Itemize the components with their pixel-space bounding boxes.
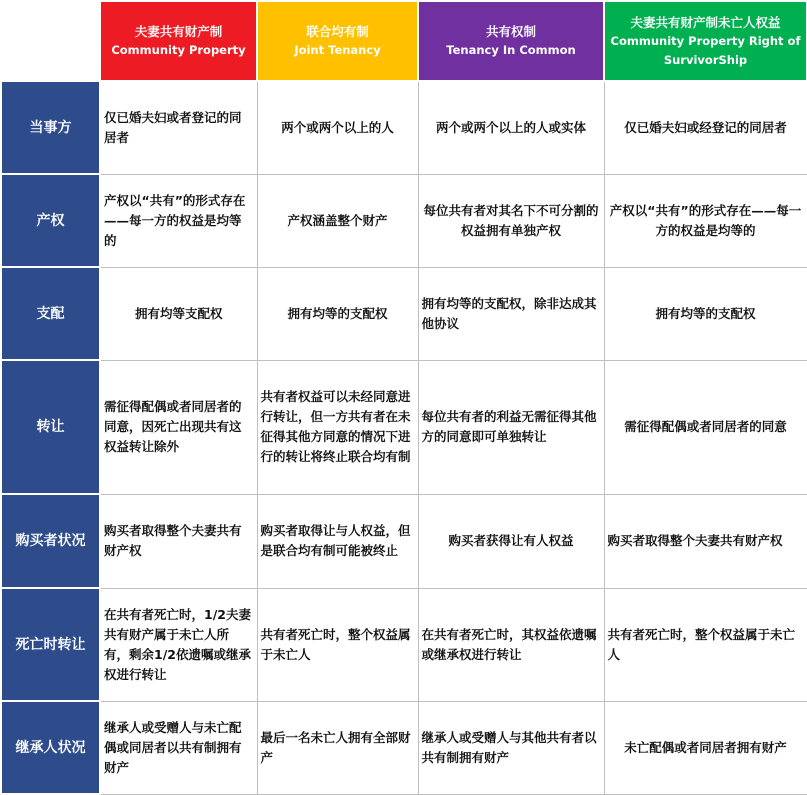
column-header-en: Community Property <box>111 43 246 57</box>
table-cell: 需征得配偶或者同居者的同意 <box>604 360 807 494</box>
table-cell: 在共有者死亡时，其权益依遗嘱或继承权进行转让 <box>418 588 604 701</box>
table-row-heir-status <box>1 701 807 794</box>
table-cell: 拥有均等的支配权 <box>604 267 807 360</box>
table-cell: 在共有者死亡时，1/2夫妻共有财产属于未亡人所有，剩余1/2依遗嘱或继承权进行转让 <box>100 588 257 701</box>
table-cell: 产权以“共有”的形式存在——每一方的权益是均等的 <box>100 174 257 267</box>
table-cell: 继承人或受赠人与其他共有者以共有制拥有财产 <box>418 701 604 794</box>
table-cell: 拥有均等支配权 <box>100 267 257 360</box>
table-cell: 继承人或受赠人与未亡配偶或同居者以共有制拥有财产 <box>100 701 257 794</box>
row-header: 当事方 <box>1 81 100 174</box>
table-cell: 两个或两个以上的人 <box>257 81 418 174</box>
table-cell: 共有者权益可以未经同意进行转让，但一方共有者在未征得其他方同意的情况下进行的转让将终止联合均有制 <box>257 360 418 494</box>
row-header: 购买者状况 <box>1 494 100 588</box>
table-cell: 每位共有者的利益无需征得其他方的同意即可单独转让 <box>418 360 604 494</box>
table-row-title <box>1 174 807 267</box>
table-cell: 共有者死亡时，整个权益属于未亡人 <box>257 588 418 701</box>
table-cell: 产权涵盖整个财产 <box>257 174 418 267</box>
table-cell: 拥有均等的支配权 <box>257 267 418 360</box>
corner-cell <box>1 1 100 81</box>
table-cell: 拥有均等的支配权，除非达成其他协议 <box>418 267 604 360</box>
column-header-joint-tenancy <box>257 1 418 81</box>
table-cell: 购买者取得整个夫妻共有财产权 <box>604 494 807 588</box>
table-cell: 两个或两个以上的人或实体 <box>418 81 604 174</box>
table-cell: 产权以“共有”的形式存在——每一方的权益是均等的 <box>604 174 807 267</box>
row-header: 支配 <box>1 267 100 360</box>
column-header-en: Tenancy In Common <box>446 43 576 57</box>
header-row <box>1 1 807 81</box>
column-header-en: Joint Tenancy <box>294 43 381 57</box>
table-cell: 需征得配偶或者同居者的同意，因死亡出现共有这权益转让除外 <box>100 360 257 494</box>
column-header-zh: 联合均有制 <box>306 24 369 39</box>
table-cell: 共有者死亡时，整个权益属于未亡人 <box>604 588 807 701</box>
table-cell: 最后一名未亡人拥有全部财产 <box>257 701 418 794</box>
table-row-transfer <box>1 360 807 494</box>
table-cell: 未亡配偶或者同居者拥有财产 <box>604 701 807 794</box>
row-header: 继承人状况 <box>1 701 100 794</box>
table-cell: 仅已婚夫妇或者登记的同居者 <box>100 81 257 174</box>
table-row-transfer-at-death <box>1 588 807 701</box>
row-header: 产权 <box>1 174 100 267</box>
table-cell: 购买者取得让与人权益，但是联合均有制可能被终止 <box>257 494 418 588</box>
table-row-control <box>1 267 807 360</box>
table-row-buyer-status <box>1 494 807 588</box>
table-row-parties <box>1 81 807 174</box>
column-header-zh: 共有权制 <box>485 24 536 39</box>
column-header-zh: 夫妻共有财产制未亡人权益 <box>630 14 781 30</box>
table-cell: 购买者获得让有人权益 <box>418 494 604 588</box>
column-header-zh: 夫妻共有财产制 <box>134 24 223 39</box>
column-header-en: Community Property Right of SurvivorShip <box>610 33 801 67</box>
table-cell: 购买者取得整个夫妻共有财产权 <box>100 494 257 588</box>
column-header-tenancy-in-common <box>418 1 604 81</box>
column-header-community-property-survivorship <box>604 1 807 81</box>
table-cell: 仅已婚夫妇或经登记的同居者 <box>604 81 807 174</box>
row-header: 转让 <box>1 360 100 494</box>
column-header-community-property <box>100 1 257 81</box>
row-header: 死亡时转让 <box>1 588 100 701</box>
table-cell: 每位共有者对其名下不可分割的权益拥有单独产权 <box>418 174 604 267</box>
